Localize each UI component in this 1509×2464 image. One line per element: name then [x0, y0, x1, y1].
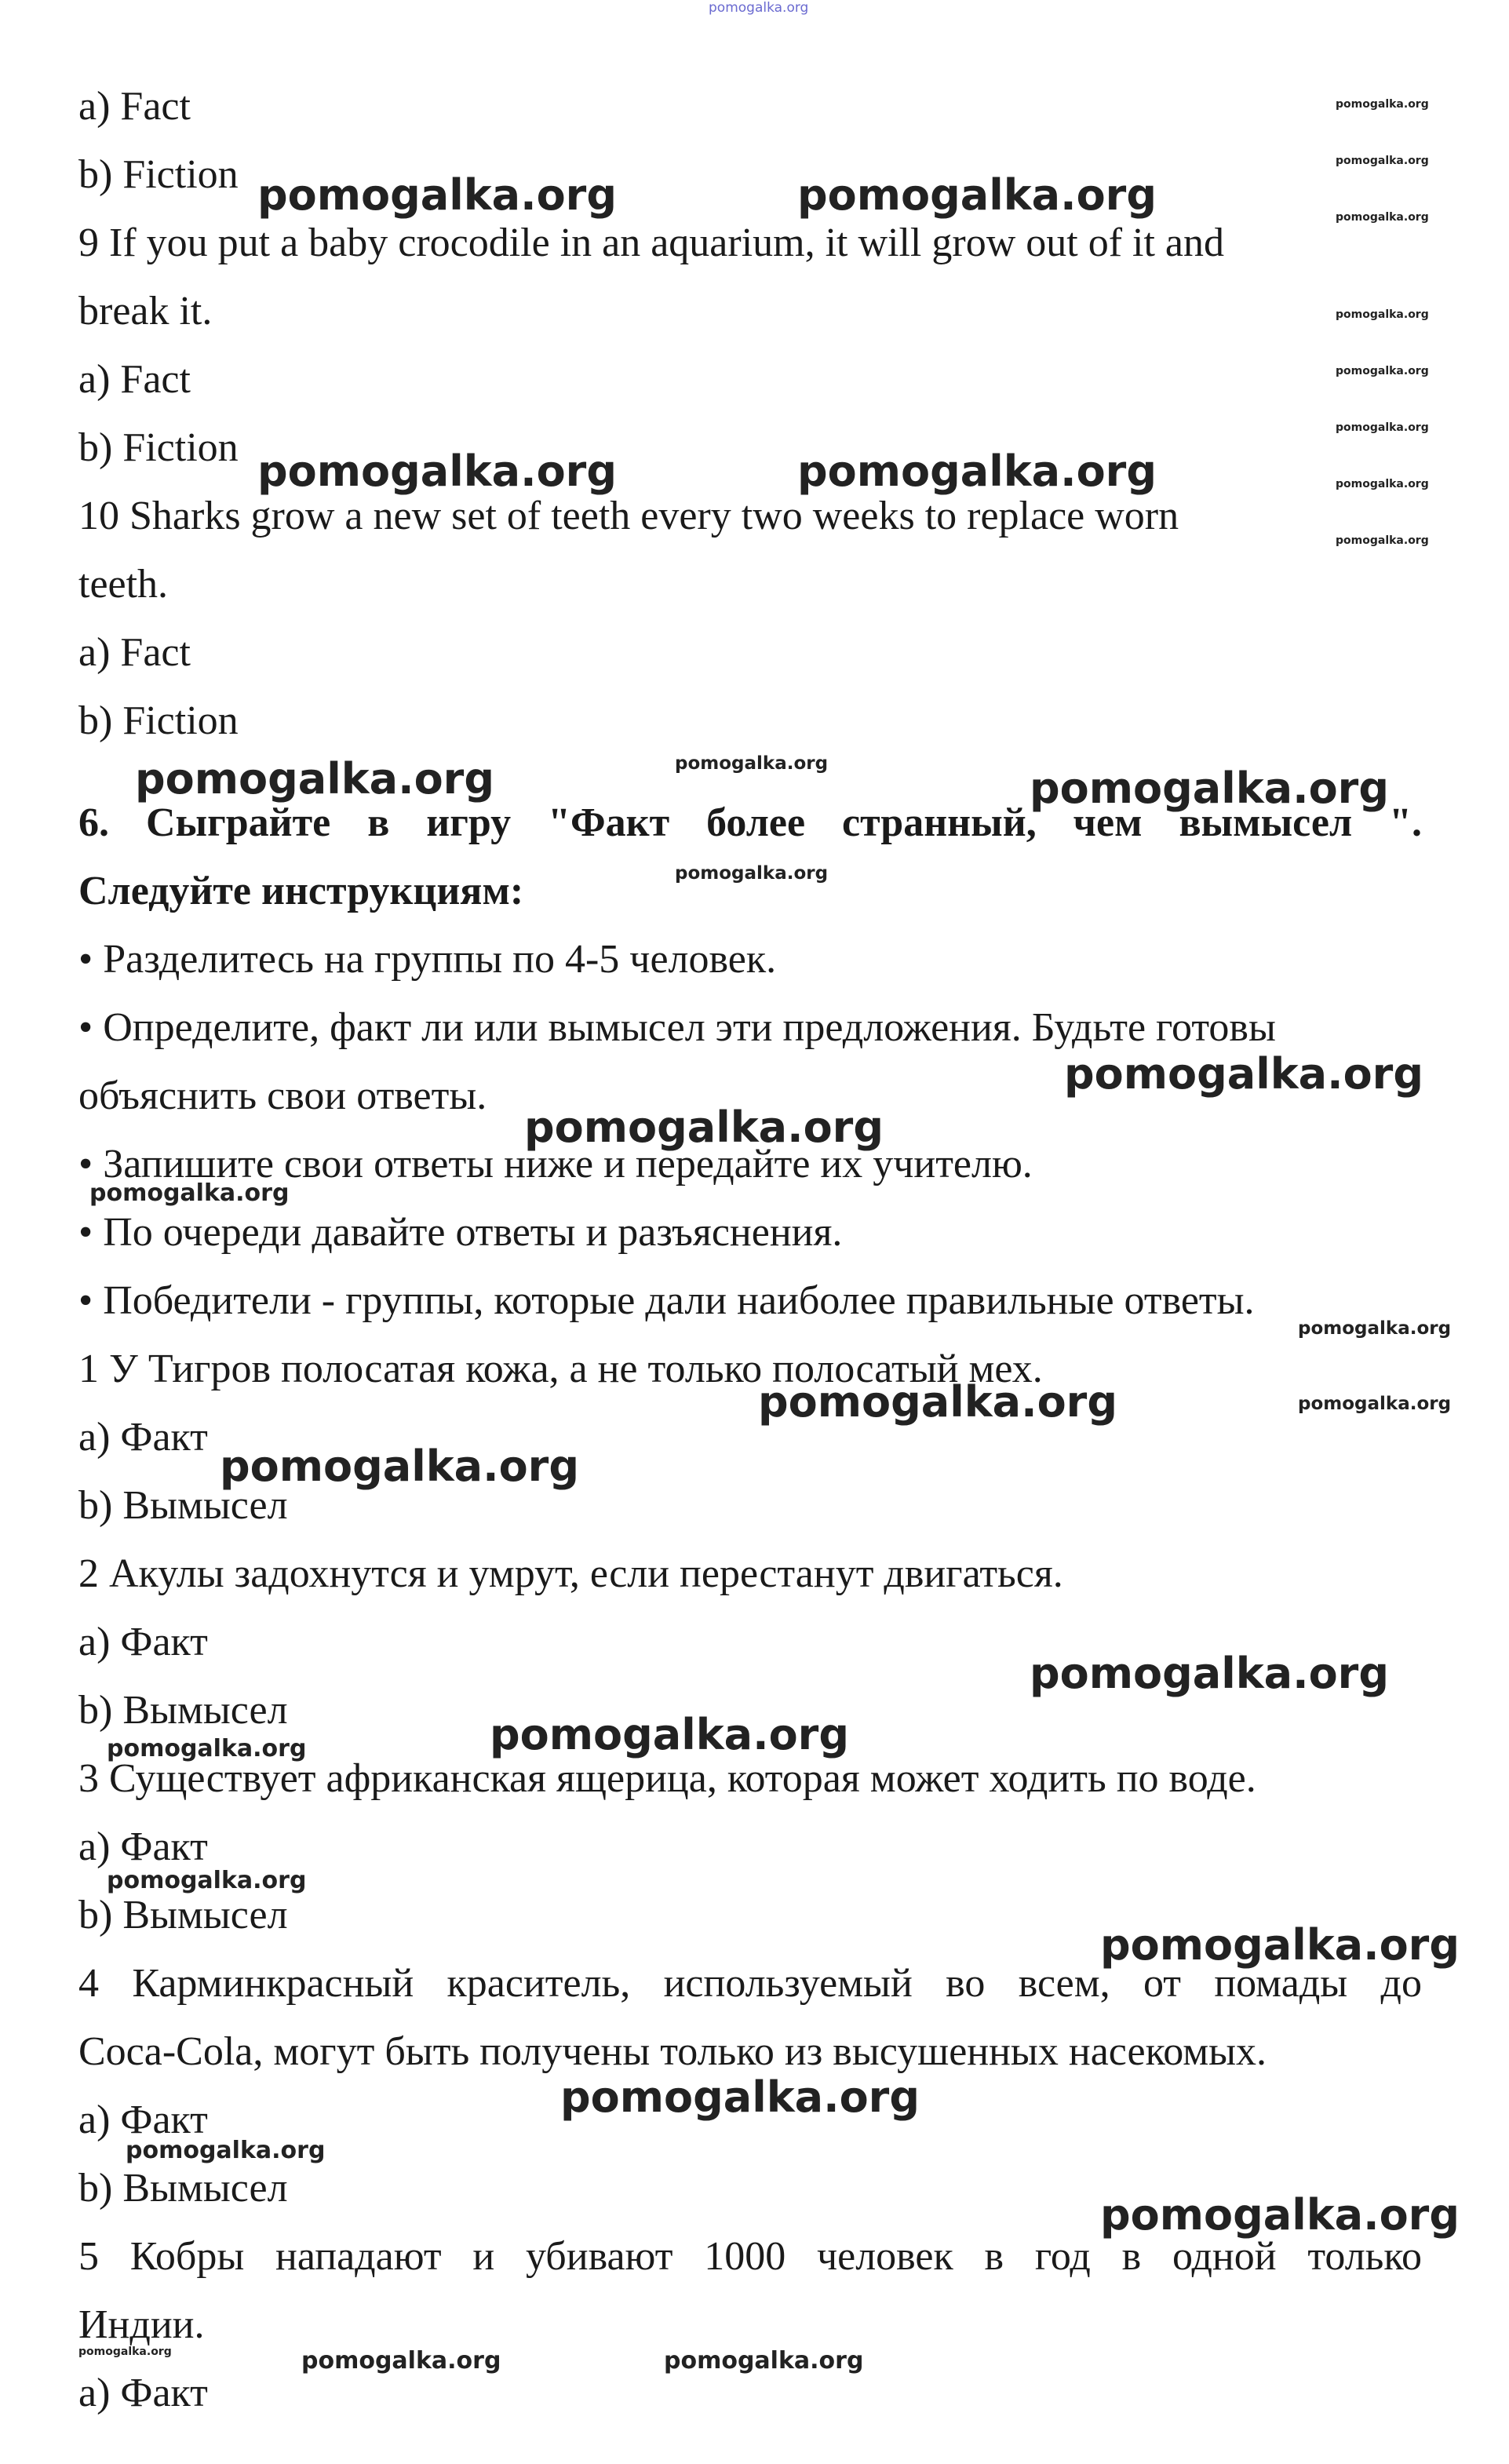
- watermark: pomogalka.org: [675, 863, 829, 884]
- statement-2-fiction: b) Вымысел: [78, 1688, 288, 1733]
- watermark: pomogalka.org: [257, 447, 617, 496]
- watermark: pomogalka.org: [560, 2072, 920, 2122]
- option-fiction-9: b) Fiction: [78, 425, 239, 470]
- statement-3-fact: a) Факт: [78, 1824, 208, 1869]
- statement-3-fiction: b) Вымысел: [78, 1893, 288, 1937]
- watermark: pomogalka.org: [1336, 534, 1429, 547]
- statement-2: 2 Акулы задохнутся и умрут, если перестанут двигаться.: [78, 1551, 1063, 1596]
- watermark: pomogalka.org: [664, 2347, 864, 2375]
- question-9-cont: break it.: [78, 289, 213, 334]
- watermark: pomogalka.org: [1298, 1318, 1452, 1339]
- watermark-top: pomogalka.org: [709, 0, 809, 16]
- statement-3: 3 Существует африканская ящерица, которая может ходить по воде.: [78, 1756, 1256, 1801]
- statement-5: 5 Кобры нападают и убивают 1000 человек в год в одной только: [78, 2234, 1422, 2279]
- instruction-2-cont: объяснить свои ответы.: [78, 1073, 487, 1118]
- option-fact-8: a) Fact: [78, 84, 191, 129]
- watermark: pomogalka.org: [1336, 421, 1429, 434]
- option-fiction-10: b) Fiction: [78, 698, 239, 743]
- statement-4-cont: Coca-Cola, могут быть получены только из высушенных насекомых.: [78, 2029, 1267, 2074]
- watermark: pomogalka.org: [107, 1867, 307, 1894]
- watermark: pomogalka.org: [89, 1179, 290, 1207]
- watermark: pomogalka.org: [126, 2137, 326, 2164]
- watermark: pomogalka.org: [220, 1442, 579, 1491]
- watermark: pomogalka.org: [1030, 1649, 1389, 1698]
- watermark: pomogalka.org: [797, 170, 1157, 220]
- statement-1: 1 У Тигров полосатая кожа, а не только полосатый мех.: [78, 1347, 1043, 1391]
- watermark: pomogalka.org: [135, 754, 494, 804]
- statement-4: 4 Карминкрасный краситель, используемый во всем, от помады до: [78, 1961, 1422, 2006]
- watermark: pomogalka.org: [301, 2347, 501, 2375]
- statement-5-fact: a) Факт: [78, 2371, 208, 2415]
- statement-4-fiction: b) Вымысел: [78, 2166, 288, 2211]
- option-fact-10: a) Fact: [78, 630, 191, 675]
- watermark: pomogalka.org: [1336, 98, 1429, 111]
- statement-1-fiction: b) Вымысел: [78, 1483, 288, 1528]
- task-6-heading: 6. Сыграйте в игру "Факт более странный, чем вымысел ".: [78, 800, 1422, 845]
- watermark: pomogalka.org: [1336, 478, 1429, 490]
- watermark: pomogalka.org: [797, 447, 1157, 496]
- watermark: pomogalka.org: [524, 1103, 884, 1152]
- instruction-2: • Определите, факт ли или вымысел эти предложения. Будьте готовы: [78, 1005, 1276, 1050]
- watermark: pomogalka.org: [107, 1735, 307, 1762]
- question-9: 9 If you put a baby crocodile in an aquarium, it will grow out of it and: [78, 221, 1224, 265]
- watermark: pomogalka.org: [1064, 1049, 1423, 1099]
- watermark: pomogalka.org: [490, 1710, 849, 1759]
- question-10-cont: teeth.: [78, 562, 169, 607]
- watermark: pomogalka.org: [1100, 2190, 1460, 2240]
- watermark: pomogalka.org: [257, 170, 617, 220]
- watermark: pomogalka.org: [1030, 764, 1389, 813]
- watermark: pomogalka.org: [1336, 155, 1429, 167]
- option-fact-9: a) Fact: [78, 357, 191, 402]
- watermark: pomogalka.org: [1298, 1394, 1452, 1414]
- option-fiction-8: b) Fiction: [78, 152, 239, 197]
- instruction-5: • Победители - группы, которые дали наиболее правильные ответы.: [78, 1278, 1255, 1323]
- watermark: pomogalka.org: [1336, 211, 1429, 224]
- watermark: pomogalka.org: [758, 1377, 1117, 1427]
- watermark: pomogalka.org: [1100, 1920, 1460, 1970]
- statement-5-cont: Индии.: [78, 2302, 205, 2347]
- instruction-3: • Запишите свои ответы ниже и передайте их учителю.: [78, 1142, 1033, 1186]
- statement-2-fact: a) Факт: [78, 1620, 208, 1664]
- statement-1-fact: a) Факт: [78, 1415, 208, 1460]
- watermark: pomogalka.org: [675, 753, 829, 774]
- watermark: pomogalka.org: [1336, 365, 1429, 377]
- watermark: pomogalka.org: [1336, 308, 1429, 321]
- question-10: 10 Sharks grow a new set of teeth every two weeks to replace worn: [78, 494, 1179, 538]
- watermark: pomogalka.org: [78, 2346, 172, 2358]
- task-6-instructions-heading: Следуйте инструкциям:: [78, 869, 524, 913]
- instruction-4: • По очереди давайте ответы и разъяснения.: [78, 1210, 843, 1255]
- statement-4-fact: a) Факт: [78, 2098, 208, 2142]
- instruction-1: • Разделитесь на группы по 4-5 человек.: [78, 937, 777, 982]
